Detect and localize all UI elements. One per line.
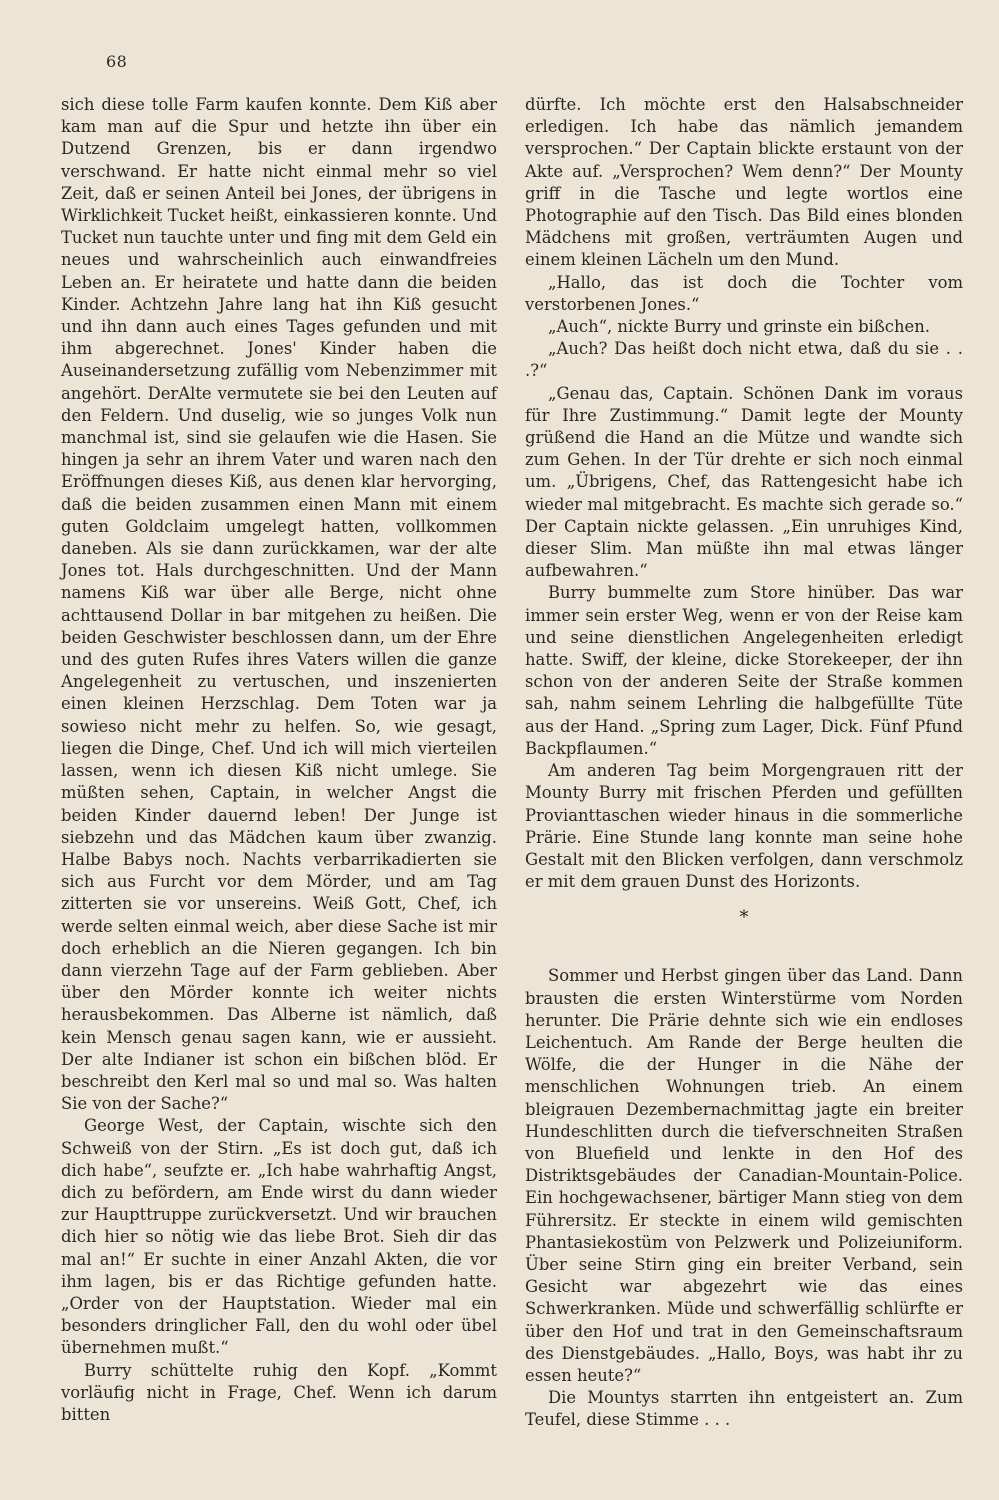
paragraph: „Auch? Das heißt doch nicht etwa, daß du sie . . .?“	[525, 339, 963, 381]
paragraph: Burry bummelte zum Store hinüber. Das war immer sein erster Weg, wenn er von der Reise kam und seine dienstlichen Angelegenheiten erledigt hatte. Swiff, der kleine, dicke Storekeeper, der ihn schon von der anderen Seite der Straße kommen sah, nahm seinem Lehrling die halbgefüllte Tüte aus der Hand. „Spring zum Lager, Dick. Fünf Pfund Backpflaumen.“	[525, 583, 963, 758]
right-column	[525, 94, 963, 1432]
paragraph: Die Mountys starrten ihn entgeistert an. Zum Teufel, diese Stimme . . .	[525, 1388, 963, 1430]
paragraph: sich diese tolle Farm kaufen konnte. Dem Kiß aber kam man auf die Spur und hetzte ihn über ein Dutzend Grenzen, bis er dann irgendwo verschwand. Er hatte nicht einmal mehr so viel Zeit, daß er seinen Anteil bei Jones, der übrigens in Wirklichkeit Tucket heißt, einkassieren konnte. Und Tucket nun tauchte unter und fing mit dem Geld ein neues und wahrscheinlich auch einwandfreies Leben an. Er heiratete und hatte dann die beiden Kinder. Achtzehn Jahre lang hat ihn Kiß gesucht und ihn dann auch eines Tages gefunden und mit ihm abgerechnet. Jones' Kinder haben die Auseinandersetzung zufällig vom Nebenzimmer mit angehört. DerAlte vermutete sie bei den Leuten auf den Feldern. Und duselig, wie so junges Volk nun manchmal ist, sind sie gelaufen wie die Hasen. Sie hingen ja sehr an ihrem Vater und waren nach den Eröffnungen dieses Kiß, aus denen klar hervorging, daß die beiden zusammen einen Mann mit einem guten Goldclaim umgelegt hatten, vollkommen daneben. Als sie dann zurückkamen, war der alte Jones tot. Hals durchgeschnitten. Und der Mann namens Kiß war über alle Berge, nicht ohne achttausend Dollar in bar mitgehen zu heißen. Die beiden Geschwister beschlossen dann, um der Ehre und des guten Rufes ihres Vaters willen die ganze Angelegenheit zu vertuschen, und inszenierten einen kleinen Herzschlag. Dem Toten war ja sowieso nicht mehr zu helfen. So, wie gesagt, liegen die Dinge, Chef. Und ich will mich vierteilen lassen, wenn ich diesen Kiß nicht umlege. Sie müßten sehen, Captain, in welcher Angst die beiden Kinder dauernd leben! Der Junge ist siebzehn und das Mädchen kaum über zwanzig. Halbe Babys noch. Nachts verbarrikadierten sie sich aus Furcht vor dem Mörder, und am Tag zitterten sie vor unsereins. Weiß Gott, Chef, ich werde selten einmal weich, aber diese Sache ist mir doch erheblich an die Nieren gegangen. Ich bin dann vierzehn Tage auf der Farm geblieben. Aber über den Mörder konnte ich weiter nichts herausbekommen. Das Alberne ist nämlich, daß kein Mensch genau sagen kann, wie er aussieht. Der alte Indianer ist schon ein bißchen blöd. Er beschreibt den Kerl mal so und mal so. Was halten Sie von der Sache?“	[61, 95, 497, 1114]
left-column	[61, 94, 497, 1426]
paragraph: George West, der Captain, wischte sich den Schweiß von der Stirn. „Es ist doch gut, daß ich dich habe“, seufzte er. „Ich habe wahrhaftig Angst, dich zu befördern, am Ende wirst du dann wieder zur Haupttruppe zurückversetzt. Und wir brauchen dich hier so nötig wie das liebe Brot. Sieh dir das mal an!“ Er suchte in einer Anzahl Akten, die vor ihm lagen, bis er das Richtige gefunden hatte. „Order von der Hauptstation. Wieder mal ein besonders dringlicher Fall, den du wohl oder übel übernehmen mußt.“	[61, 1116, 497, 1358]
paragraph: Am anderen Tag beim Morgengrauen ritt der Mounty Burry mit frischen Pferden und gefüllten Provianttaschen wieder hinaus in die sommerliche Prärie. Eine Stunde lang konnte man seine hohe Gestalt mit den Blicken verfolgen, dann verschmolz er mit dem grauen Dunst des Horizonts.	[525, 761, 963, 892]
paragraph: Sommer und Herbst gingen über das Land. Dann brausten die ersten Winterstürme vom Norden herunter. Die Prärie dehnte sich wie ein endloses Leichentuch. Am Rande der Berge heulten die Wölfe, die der Hunger in die Nähe der menschlichen Wohnungen trieb. An einem bleigrauen Dezembernachmittag jagte ein breiter Hundeschlitten durch die tiefverschneiten Straßen von Bluefield und lenkte in den Hof des Distriktsgebäudes der Canadian-Mountain-Police. Ein hochgewachsener, bärtiger Mann stieg von dem Führersitz. Er steckte in einem wild gemischten Phantasiekostüm von Pelzwerk und Polizeiuniform. Über seine Stirn ging ein breiter Verband, sein Gesicht war abgezehrt wie das eines Schwerkranken. Müde und schwerfällig schlürfte er über den Hof und trat in den Gemeinschaftsraum des Dienstgebäudes. „Hallo, Boys, was habt ihr zu essen heute?“	[525, 966, 963, 1385]
paragraph: „Auch“, nickte Burry und grinste ein bißchen.	[548, 317, 931, 337]
page-number: 68	[106, 52, 128, 71]
paragraph: dürfte. Ich möchte erst den Halsabschneider erledigen. Ich habe das nämlich jemandem versprochen.“ Der Captain blickte erstaunt von der Akte auf. „Versprochen? Wem denn?“ Der Mounty griff in die Tasche und legte wortlos eine Photographie auf den Tisch. Das Bild eines blonden Mädchens mit großen, verträumten Augen und einem kleinen Lächeln um den Mund.	[525, 95, 963, 270]
paragraph: „Genau das, Captain. Schönen Dank im voraus für Ihre Zustimmung.“ Damit legte der Mounty grüßend die Hand an die Mütze und wandte sich zum Gehen. In der Tür drehte er sich noch einmal um. „Übrigens, Chef, das Rattengesicht habe ich wieder mal mitgebracht. Es machte sich gerade so.“ Der Captain nickte gelassen. „Ein unruhiges Kind, dieser Slim. Man müßte ihn mal etwas länger aufbewahren.“	[525, 383, 963, 581]
paragraph: Burry schüttelte ruhig den Kopf. „Kommt vorläufig nicht in Frage, Chef. Wenn ich darum bitten	[61, 1360, 497, 1424]
paragraph: „Hallo, das ist doch die Tochter vom verstorbenen Jones.“	[525, 272, 963, 314]
section-separator: *	[739, 907, 749, 929]
